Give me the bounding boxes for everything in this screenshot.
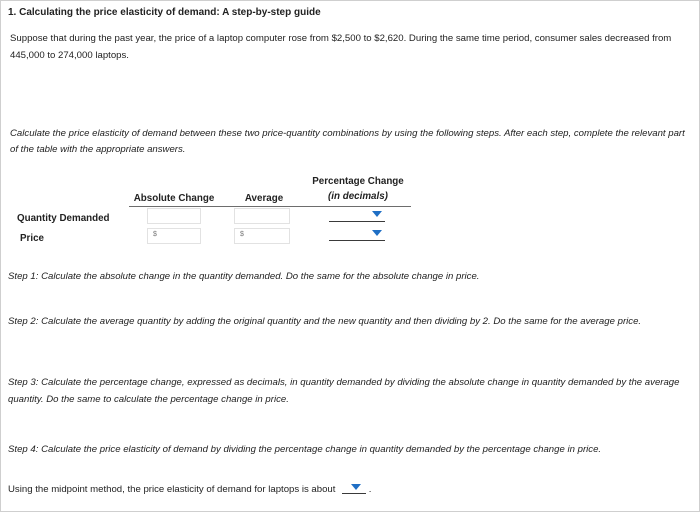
instructions: Calculate the price elasticity of demand between these two price-quantity combinations by using the following steps. After each step, complete the relevant part of the table with the appropriate answers. xyxy=(10,128,685,155)
price-percentage-change-dropdown[interactable] xyxy=(329,226,385,241)
quantity-average-input[interactable] xyxy=(234,208,290,224)
header-percentage-change-subtitle: (in decimals) xyxy=(328,191,388,202)
conclusion-text: Using the midpoint method, the price elasticity of demand for laptops is about xyxy=(8,484,336,495)
question-title: 1. Calculating the price elasticity of demand: A step-by-step guide xyxy=(8,7,321,18)
chevron-down-icon xyxy=(351,484,361,490)
row-label-quantity-demanded: Quantity Demanded xyxy=(17,213,110,224)
quantity-absolute-change-input[interactable] xyxy=(147,208,201,224)
row-label-price: Price xyxy=(20,233,44,244)
header-percentage-change-title: Percentage Change xyxy=(312,176,404,187)
price-absolute-change-input[interactable] xyxy=(147,228,201,244)
currency-symbol: $ xyxy=(153,231,157,238)
elasticity-answer-dropdown[interactable] xyxy=(342,482,366,494)
price-average-input[interactable] xyxy=(234,228,290,244)
step-4-text: Step 4: Calculate the price elasticity of demand by dividing the percentage change in quantity demanded by the percentage change in price. xyxy=(8,444,602,455)
problem-statement: Suppose that during the past year, the price of a laptop computer rose from $2,500 to $2,620. During the same time period, consumer sales decreased from 445,000 to 274,000 laptops. xyxy=(10,33,672,61)
quantity-percentage-change-dropdown[interactable] xyxy=(329,207,385,222)
chevron-down-icon xyxy=(372,211,382,217)
currency-symbol: $ xyxy=(240,231,244,238)
header-average: Average xyxy=(244,193,284,204)
header-percentage-change xyxy=(303,174,413,204)
conclusion-line xyxy=(8,482,371,495)
conclusion-end: . xyxy=(368,484,372,495)
step-2-text: Step 2: Calculate the average quantity by adding the original quantity and the new quantity and then dividing by 2. Do the same for the average price. xyxy=(8,316,642,327)
header-absolute-change: Absolute Change xyxy=(133,193,215,204)
chevron-down-icon xyxy=(372,230,382,236)
step-1-text: Step 1: Calculate the absolute change in the quantity demanded. Do the same for the absolute change in price. xyxy=(8,271,480,282)
step-3-text: Step 3: Calculate the percentage change, expressed as decimals, in quantity demanded by dividing the absolute change in quantity demanded by the average quantity. Do the same to calculate the percentage change in price. xyxy=(8,377,680,405)
